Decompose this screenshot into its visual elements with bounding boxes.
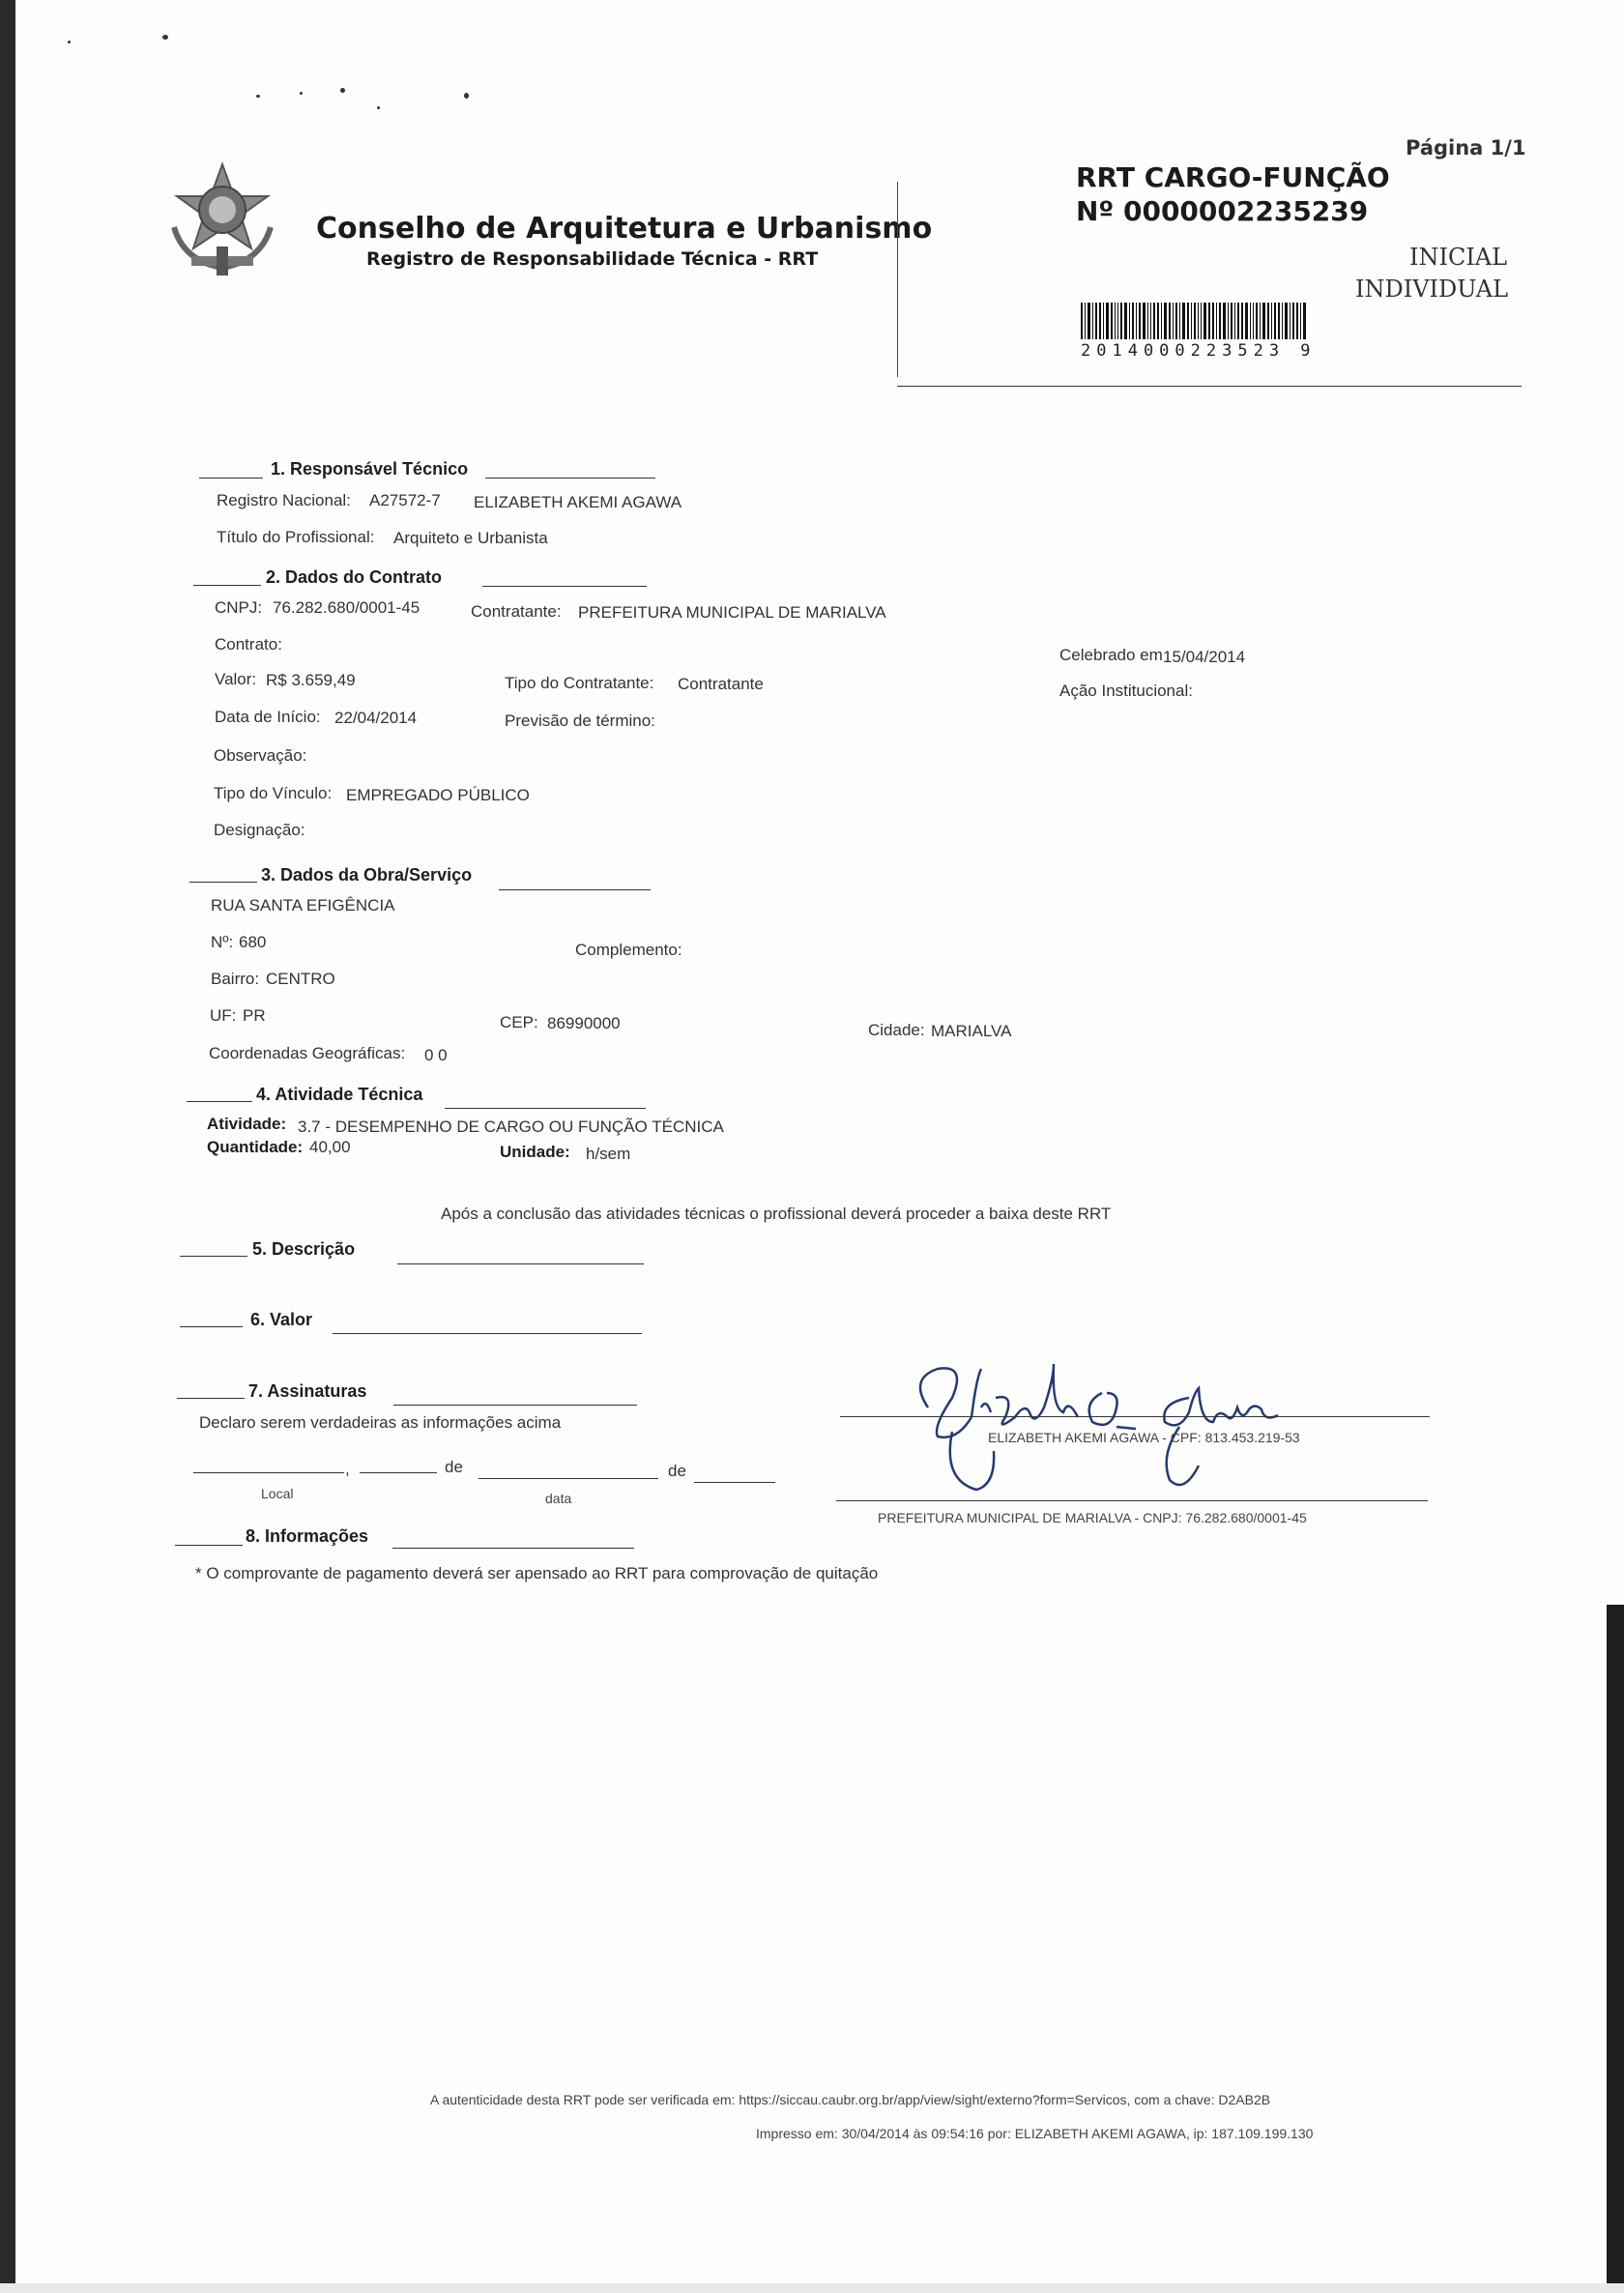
scan-speck — [464, 93, 469, 99]
barcode-bar — [1267, 303, 1269, 339]
atividade-label: Atividade: — [207, 1115, 287, 1133]
cep-value: 86990000 — [547, 1014, 621, 1032]
barcode-bar — [1111, 303, 1113, 339]
barcode-bar — [1157, 303, 1159, 339]
barcode-bar — [1103, 303, 1104, 339]
barcode-bar — [1204, 303, 1206, 339]
barcode-bar — [1191, 303, 1192, 339]
barcode-bar — [1120, 303, 1122, 339]
barcode-bar — [1237, 303, 1239, 339]
payment-note: * O comprovante de pagamento deverá ser apensado ao RRT para comprovação de quitação — [195, 1564, 879, 1582]
observacao-label: Observação: — [214, 746, 307, 765]
barcode-bar — [1095, 303, 1097, 339]
section-title-2: 2. Dados do Contrato — [266, 567, 443, 587]
data-caption: data — [545, 1491, 572, 1506]
section-rule — [187, 1101, 252, 1102]
barcode-bar — [1124, 303, 1127, 339]
scan-edge-bottom — [0, 2283, 1624, 2293]
section-title-4: 4. Atividade Técnica — [256, 1085, 423, 1104]
previsao-termino-label: Previsão de término: — [505, 711, 655, 730]
barcode-bar — [1187, 303, 1189, 339]
section-title-3: 3. Dados da Obra/Serviço — [261, 865, 473, 885]
numero-value: 680 — [239, 933, 267, 951]
authenticity-line: A autenticidade desta RRT pode ser verificada em: https://siccau.caubr.org.br/app/view/sight/externo?form=Servicos, com a chave: D2AB2B — [430, 2092, 1271, 2107]
barcode-bar — [1256, 303, 1258, 339]
de-label-2: de — [668, 1462, 686, 1480]
header-divider-horizontal — [897, 386, 1522, 387]
barcode-bar — [1201, 303, 1202, 339]
barcode-bar — [1198, 303, 1199, 339]
section-rule — [180, 1326, 243, 1327]
quantidade-value: 40,00 — [309, 1138, 351, 1156]
local-caption: Local — [261, 1486, 294, 1501]
printed-line: Impresso em: 30/04/2014 às 09:54:16 por: ELIZABETH AKEMI AGAWA, ip: 187.109.199.130 — [756, 2126, 1314, 2141]
unidade-label: Unidade: — [500, 1143, 570, 1161]
coordenadas-label: Coordenadas Geográficas: — [209, 1044, 406, 1062]
barcode-bar — [1173, 303, 1174, 339]
year-field-line — [694, 1482, 775, 1483]
barcode-bar — [1292, 303, 1294, 339]
signer-name-cpf: ELIZABETH AKEMI AGAWA - CPF: 813.453.219-53 — [988, 1430, 1300, 1445]
bairro-label: Bairro: — [211, 970, 260, 988]
contractor-signature-line — [836, 1500, 1428, 1501]
baixa-notice: Após a conclusão das atividades técnicas o profissional deverá proceder a baixa deste RRT — [441, 1205, 1112, 1223]
rrt-number: Nº 0000002235239 — [1076, 195, 1369, 227]
scan-edge-right — [1607, 1605, 1624, 2293]
section-rule — [180, 1256, 247, 1257]
scan-speck — [300, 92, 303, 95]
barcode-bar — [1179, 303, 1180, 339]
barcode-bar — [1092, 303, 1093, 339]
coat-of-arms-emblem — [155, 160, 290, 285]
acao-institucional-label: Ação Institucional: — [1059, 682, 1193, 700]
scan-edge-left — [0, 0, 15, 2293]
barcode-bar — [1285, 303, 1288, 339]
section-rule — [393, 1405, 637, 1406]
barcode-bar — [1169, 303, 1171, 339]
barcode-bar — [1262, 303, 1265, 339]
designacao-label: Designação: — [214, 821, 305, 839]
barcode-bar — [1271, 303, 1272, 339]
obra-street: RUA SANTA EFIGÊNCIA — [211, 896, 395, 914]
contractor-name-cnpj: PREFEITURA MUNICIPAL DE MARIALVA - CNPJ: 76.282.680/0001-45 — [878, 1510, 1307, 1525]
cnpj-value: 76.282.680/0001-45 — [273, 598, 420, 617]
cidade-value: MARIALVA — [931, 1022, 1012, 1040]
section-rule — [333, 1333, 642, 1334]
section-title-5: 5. Descrição — [252, 1239, 356, 1259]
scan-speck — [256, 95, 260, 98]
barcode-bar — [1106, 303, 1109, 339]
registro-label: Registro Nacional: — [217, 491, 351, 509]
tipo-contratante-value: Contratante — [678, 675, 764, 693]
contrato-label: Contrato: — [215, 635, 282, 653]
celebrado-value: 15/04/2014 — [1163, 648, 1246, 666]
tipo-contratante-label: Tipo do Contratante: — [505, 674, 654, 692]
barcode-bar — [1231, 303, 1232, 339]
titulo-label: Título do Profissional: — [217, 528, 375, 546]
coordenadas-value: 0 0 — [424, 1046, 448, 1064]
barcode-bar — [1303, 303, 1306, 339]
local-field-line — [193, 1472, 344, 1473]
barcode-bar — [1164, 303, 1167, 339]
month-field-line — [478, 1478, 658, 1479]
declaro-text: Declaro serem verdadeiras as informações acima — [199, 1413, 562, 1432]
valor-value: R$ 3.659,49 — [266, 671, 356, 689]
barcode-bar — [1182, 303, 1185, 339]
vinculo-value: EMPREGADO PÚBLICO — [346, 786, 530, 804]
section-rule — [445, 1108, 646, 1109]
barcode-bar — [1223, 303, 1226, 339]
data-inicio-label: Data de Início: — [215, 708, 321, 726]
contratante-label: Contratante: — [471, 602, 562, 621]
barcode-bar — [1143, 303, 1146, 339]
barcode-digits: 2014000223523 9 — [1081, 341, 1317, 361]
titulo-value: Arquiteto e Urbanista — [393, 529, 548, 547]
atividade-value: 3.7 - DESEMPENHO DE CARGO OU FUNÇÃO TÉCNICA — [298, 1117, 724, 1136]
de-label-1: de — [445, 1458, 463, 1476]
barcode-bar — [1228, 303, 1229, 339]
quantidade-label: Quantidade: — [207, 1138, 304, 1156]
section-rule — [175, 1545, 243, 1546]
section-rule — [193, 585, 261, 586]
header-divider-vertical — [897, 182, 898, 377]
section-rule — [392, 1548, 634, 1549]
scan-speck — [377, 106, 380, 109]
section-rule — [482, 586, 647, 587]
barcode-bar — [1117, 303, 1118, 339]
cep-label: CEP: — [500, 1013, 538, 1031]
barcode-bar — [1250, 303, 1251, 339]
barcode-bar — [1085, 303, 1086, 339]
barcode — [1081, 303, 1308, 339]
uf-label: UF: — [210, 1006, 237, 1025]
contratante-value: PREFEITURA MUNICIPAL DE MARIALVA — [578, 603, 886, 622]
barcode-bar — [1234, 303, 1235, 339]
rrt-status-individual: INDIVIDUAL — [1355, 276, 1509, 303]
page-number: Página 1/1 — [1406, 136, 1526, 160]
barcode-bar — [1278, 303, 1280, 339]
data-inicio-value: 22/04/2014 — [334, 709, 418, 727]
barcode-bar — [1296, 303, 1298, 339]
section-title-7: 7. Assinaturas — [248, 1381, 367, 1401]
section-title-1: 1. Responsável Técnico — [271, 459, 469, 479]
barcode-bar — [1274, 303, 1276, 339]
unidade-value: h/sem — [586, 1145, 631, 1163]
barcode-bar — [1150, 303, 1151, 339]
vinculo-label: Tipo do Vínculo: — [214, 784, 333, 802]
cnpj-label: CNPJ: — [215, 598, 263, 617]
barcode-bar — [1212, 303, 1214, 339]
numero-label: Nº: — [211, 933, 234, 951]
barcode-bar — [1208, 303, 1210, 339]
uf-value: PR — [243, 1006, 266, 1025]
barcode-bar — [1260, 303, 1261, 339]
section-rule — [189, 882, 257, 883]
barcode-bar — [1253, 303, 1254, 339]
day-field-line — [360, 1472, 437, 1473]
barcode-bar — [1216, 303, 1217, 339]
bairro-value: CENTRO — [266, 970, 335, 988]
barcode-bar — [1136, 303, 1137, 339]
barcode-bar — [1099, 303, 1101, 339]
professional-name: ELIZABETH AKEMI AGAWA — [474, 493, 682, 511]
section-rule — [485, 478, 655, 479]
celebrado-label: Celebrado em — [1059, 646, 1163, 664]
barcode-bar — [1175, 303, 1177, 339]
barcode-bar — [1282, 303, 1283, 339]
section-title-6: 6. Valor — [250, 1310, 313, 1329]
barcode-bar — [1139, 303, 1141, 339]
rrt-type: RRT CARGO-FUNÇÃO — [1076, 161, 1390, 193]
barcode-bar — [1153, 303, 1155, 339]
barcode-bar — [1219, 303, 1221, 339]
barcode-bar — [1147, 303, 1148, 339]
scan-speck — [68, 41, 71, 44]
barcode-bar — [1194, 303, 1196, 339]
handwritten-signature — [899, 1340, 1305, 1514]
complemento-label: Complemento: — [575, 941, 682, 959]
section-rule — [199, 478, 263, 479]
section-rule — [177, 1398, 245, 1399]
barcode-bar — [1115, 303, 1116, 339]
barcode-bar — [1132, 303, 1134, 339]
section-title-8: 8. Informações — [246, 1526, 369, 1546]
valor-label: Valor: — [215, 670, 257, 688]
barcode-bar — [1241, 303, 1243, 339]
cidade-label: Cidade: — [868, 1021, 925, 1039]
section-rule — [499, 889, 651, 890]
barcode-bar — [1081, 303, 1083, 339]
comma: , — [345, 1460, 350, 1478]
org-subtitle: Registro de Responsabilidade Técnica - RRT — [366, 248, 819, 270]
barcode-bar — [1129, 303, 1130, 339]
signature-line — [840, 1416, 1430, 1417]
org-name: Conselho de Arquitetura e Urbanismo — [316, 212, 933, 246]
scan-speck — [340, 88, 345, 93]
rrt-status-inicial: INICIAL — [1409, 244, 1508, 271]
barcode-bar — [1245, 303, 1248, 339]
section-rule — [397, 1263, 644, 1264]
scan-speck — [162, 35, 168, 40]
barcode-bar — [1088, 303, 1090, 339]
barcode-bar — [1161, 303, 1162, 339]
barcode-bar — [1300, 303, 1301, 339]
registro-value: A27572-7 — [369, 491, 441, 509]
